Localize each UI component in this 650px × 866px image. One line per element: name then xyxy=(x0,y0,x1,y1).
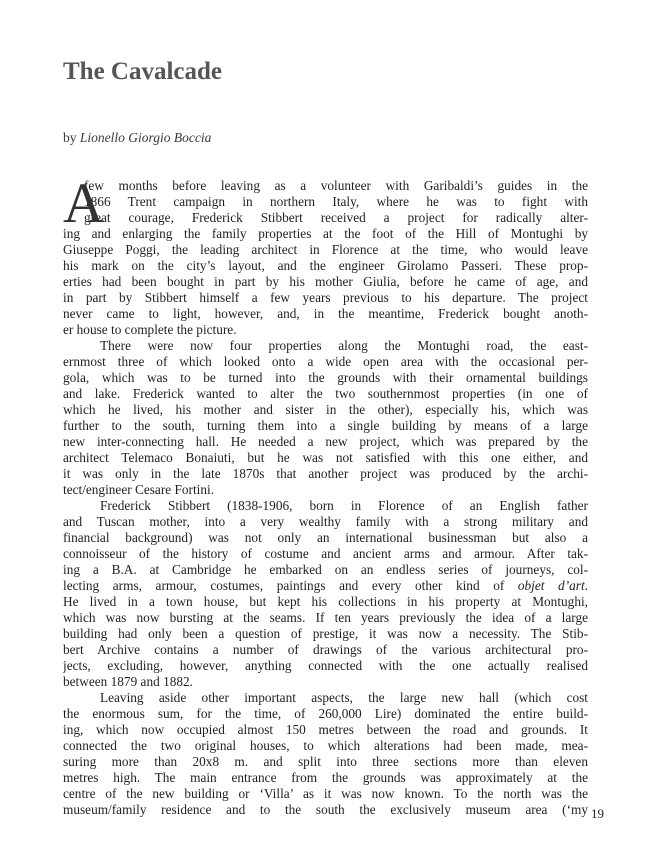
text-line xyxy=(63,402,588,418)
line-text: lecting arms, armour, costumes, paintings and every other kind of xyxy=(63,578,518,593)
line-text: museum/family residence and to the south the exclusively museum area (‘my xyxy=(63,802,588,817)
byline xyxy=(63,129,211,147)
line-text: jects, excluding, however, anything connected with the one actually realised xyxy=(63,658,588,673)
text-line xyxy=(63,610,588,626)
text-line xyxy=(63,386,588,402)
drop-cap: A xyxy=(63,172,105,235)
text-line xyxy=(63,498,588,514)
line-text: suring more than 20x8 m. and split into three sections more than eleven xyxy=(63,754,588,769)
line-text: ing, which now occupied almost 150 metres between the road and grounds. It xyxy=(63,722,588,737)
text-line xyxy=(63,722,588,738)
line-text: which he lived, his mother and sister in the other), especially his, which was xyxy=(63,402,588,417)
text-line xyxy=(63,194,588,210)
text-line xyxy=(63,434,588,450)
line-text: it was only in the late 1870s that another project was produced by the archi- xyxy=(63,466,588,481)
text-line xyxy=(63,658,588,674)
text-line xyxy=(63,674,588,690)
text-line xyxy=(63,290,588,306)
article-body xyxy=(63,172,588,818)
line-text: connected the two original houses, to which alterations had been made, mea- xyxy=(63,738,588,753)
text-line xyxy=(63,754,588,770)
line-text: great courage, Frederick Stibbert received a project for radically alter- xyxy=(84,210,588,225)
italic-phrase: objet d’art xyxy=(517,578,585,593)
line-text: Frederick Stibbert (1838-1906, born in Florence of an English father xyxy=(100,498,588,513)
text-line xyxy=(63,258,588,274)
line-text: between 1879 and 1882. xyxy=(63,674,193,689)
line-text: and Tuscan mother, into a very wealthy family with a strong military and xyxy=(63,514,588,529)
text-line xyxy=(63,626,588,642)
line-text: bert Archive contains a number of drawings of the various architectural pro- xyxy=(63,642,588,657)
text-line xyxy=(63,802,588,818)
line-text: new inter-connecting hall. He needed a new project, which was prepared by the xyxy=(63,434,588,449)
line-text: connoisseur of the history of costume and ancient arms and armour. After tak- xyxy=(63,546,588,561)
text-line xyxy=(63,642,588,658)
line-text: never came to light, however, and, in the meantime, Frederick bought anoth- xyxy=(63,306,588,321)
text-line xyxy=(63,370,588,386)
text-line xyxy=(63,322,588,338)
text-line xyxy=(63,274,588,290)
line-text: He lived in a town house, but kept his collections in his property at Montughi, xyxy=(63,594,588,609)
text-line xyxy=(63,338,588,354)
line-text: the enormous sum, for the time, of 260,000 Lire) dominated the entire build- xyxy=(63,706,588,721)
line-text: 1866 Trent campaign in northern Italy, where he was to fight with xyxy=(84,194,588,209)
text-line xyxy=(63,690,588,706)
line-text: metres high. The main entrance from the grounds was approximately at the xyxy=(63,770,588,785)
article-title: The Cavalcade xyxy=(63,58,223,85)
text-line xyxy=(63,450,588,466)
line-text: and lake. Frederick wanted to alter the two southernmost properties (in one of xyxy=(63,386,588,401)
text-line xyxy=(63,706,588,722)
text-line xyxy=(63,418,588,434)
text-line xyxy=(63,482,588,498)
line-text: tect/engineer Cesare Fortini. xyxy=(63,482,215,497)
line-text-tail: . xyxy=(584,578,588,593)
line-text: financial background) was not only an international businessman but also a xyxy=(63,530,588,545)
text-line xyxy=(63,514,588,530)
page-number: 19 xyxy=(591,806,604,821)
text-line xyxy=(63,210,588,226)
text-line xyxy=(63,530,588,546)
text-line xyxy=(63,786,588,802)
line-text: further to the south, turning them into a single building by means of a large xyxy=(63,418,588,433)
line-text: gola, which was to be turned into the grounds with their ornamental buildings xyxy=(63,370,588,385)
text-line xyxy=(63,594,588,610)
text-line xyxy=(63,562,588,578)
line-text: building had only been a question of prestige, it was now a necessity. The Stib- xyxy=(63,626,588,641)
line-text: ernmost three of which looked onto a wide open area with the occasional per- xyxy=(63,354,588,369)
line-text: er house to complete the picture. xyxy=(63,322,237,337)
text-line xyxy=(63,770,588,786)
text-line xyxy=(63,178,588,194)
line-text: his mark on the city’s layout, and the engineer Girolamo Passeri. These prop- xyxy=(63,258,588,273)
text-line xyxy=(63,242,588,258)
text-line xyxy=(63,578,588,594)
text-line xyxy=(63,738,588,754)
text-line xyxy=(63,226,588,242)
line-text: few months before leaving as a volunteer with Garibaldi’s guides in the xyxy=(84,178,588,193)
line-text: which was now bursting at the seams. If ten years previously the idea of a large xyxy=(63,610,588,625)
line-text: Giuseppe Poggi, the leading architect in Florence at the time, who would leave xyxy=(63,242,588,257)
line-text: Leaving aside other important aspects, the large new hall (which cost xyxy=(100,690,588,705)
text-line xyxy=(63,546,588,562)
line-text: There were now four properties along the Montughi road, the east- xyxy=(100,338,588,353)
author-name: Lionello Giorgio Boccia xyxy=(79,130,212,145)
line-text: in part by Stibbert himself a few years previous to his departure. The project xyxy=(63,290,588,305)
line-text: ing and enlarging the family properties at the foot of the Hill of Montughi by xyxy=(63,226,588,241)
line-text: centre of the new building or ‘Villa’ as it was now known. To the north was the xyxy=(63,786,588,801)
line-text: erties had been bought in part by his mother Giulia, before he came of age, and xyxy=(63,274,588,289)
text-line xyxy=(63,354,588,370)
text-line xyxy=(63,466,588,482)
line-text: ing a B.A. at Cambridge he embarked on an endless series of journeys, col- xyxy=(63,562,588,577)
line-text: architect Telemaco Bonaiuti, but he was not satisfied with this one either, and xyxy=(63,450,588,465)
byline-prefix: by xyxy=(63,130,77,145)
text-line xyxy=(63,306,588,322)
